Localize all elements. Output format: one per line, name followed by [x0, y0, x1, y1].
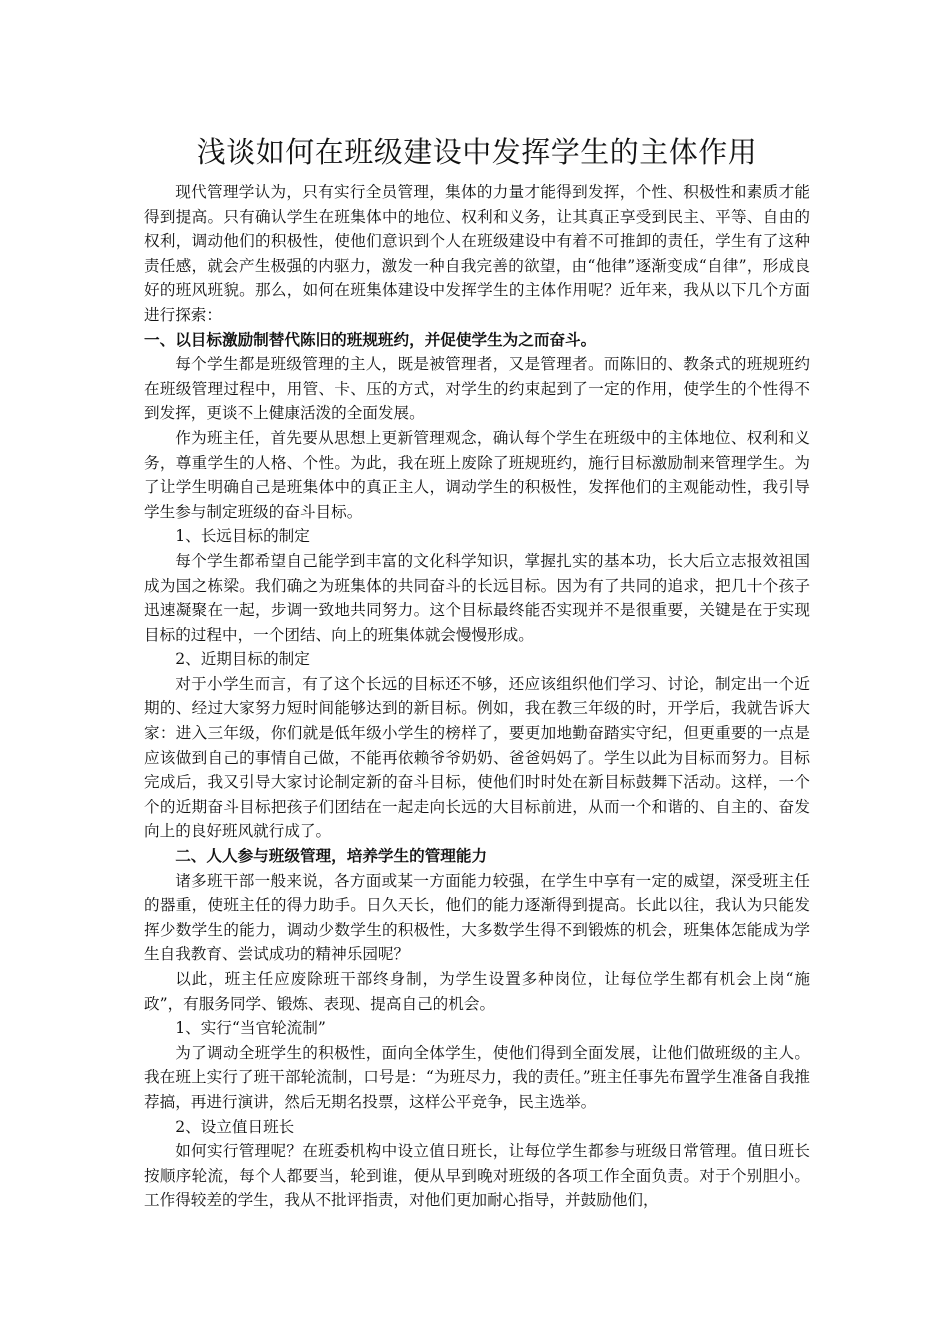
paragraph: 为了调动全班学生的积极性，面向全体学生，使他们得到全面发展，让他们做班级的主人。我在班上实行了班干部轮流制，口号是：“为班尽力，我的责任。”班主任事先布置学生准备自我推荐搞，再进行演讲，然后无期名投票，这样公平竞争，民主选举。: [144, 1043, 810, 1111]
section-heading-1: 一、以目标激励制替代陈旧的班规班约，并促使学生为之而奋斗。: [144, 329, 597, 349]
paragraph: 诸多班干部一般来说，各方面或某一方面能力较强，在学生中享有一定的威望，深受班主任的器重，使班主任的得力助手。日久天长，他们的能力逐渐得到提高。长此以往，我认为只能发挥少数学生的能力，调动少数学生的积极性，大多数学生得不到锻炼的机会，班集体怎能成为学生自我教育、尝试成功的精神乐园呢？: [144, 871, 810, 964]
subheading-rotation-system: 1、实行“当官轮流制”: [175, 1019, 326, 1038]
paragraph: 如何实行管理呢？在班委机构中设立值日班长，让每位学生都参与班级日常管理。值日班长按顺序轮流，每个人都要当，轮到谁，便从早到晚对班级的各项工作全面负责。对于个别胆小。工作得较差的学生，我从不批评指责，对他们更加耐心指导，并鼓励他们，: [144, 1142, 810, 1210]
subheading-duty-monitor: 2、设立值日班长: [175, 1117, 295, 1136]
paragraph-intro: 现代管理学认为，只有实行全员管理，集体的力量才能得到发挥，个性、积极性和素质才能得到提高。只有确认学生在班集体中的地位、权利和义务，让其真正享受到民主、平等、自由的权利，调动他们的积极性，使他们意识到个人在班级建设中有着不可推卸的责任，学生有了这种责任感，就会产生极强的内驱力，激发一种自我完善的欲望，由“他律”逐渐变成“自律”，形成良好的班风班貌。那么，如何在班集体建设中发挥学生的主体作用呢？近年来，我从以下几个方面进行探索：: [144, 183, 810, 324]
paragraph: 每个学生都希望自己能学到丰富的文化科学知识，掌握扎实的基本功，长大后立志报效祖国成为国之栋梁。我们确之为班集体的共同奋斗的长远目标。因为有了共同的追求，把几十个孩子迅速凝聚在一起，步调一致地共同努力。这个目标最终能否实现并不是很重要，关键是在于实现目标的过程中，一个团结、向上的班集体就会慢慢形成。: [144, 551, 810, 644]
subheading-short-term-goal: 2、近期目标的制定: [175, 650, 310, 669]
section-heading-2: 二、人人参与班级管理，培养学生的管理能力: [175, 846, 488, 866]
document-title: 浅谈如何在班级建设中发挥学生的主体作用: [196, 135, 758, 169]
paragraph: 作为班主任，首先要从思想上更新管理观念，确认每个学生在班级中的主体地位、权利和义务，尊重学生的人格、个性。为此，我在班上废除了班规班约，施行目标激励制来管理学生。为了让学生明确自己是班集体中的真正主人，调动学生的积极性，发挥他们的主观能动性，我引导学生参与制定班级的奋斗目标。: [144, 428, 810, 521]
document-page: [144, 130, 810, 1213]
paragraph: 对于小学生而言，有了这个长远的目标还不够，还应该组织他们学习、讨论，制定出一个近期的、经过大家努力短时间能够达到的新目标。例如，我在教三年级的时，开学后，我就告诉大家：进入三年级，你们就是低年级小学生的榜样了，要更加地勤奋踏实守纪，但更重要的一点是应该做到自己的事情自己做，不能再依赖爷爷奶奶、爸爸妈妈了。学生以此为目标而努力。目标完成后，我又引导大家讨论制定新的奋斗目标，使他们时时处在新目标鼓舞下活动。这样，一个个的近期奋斗目标把孩子们团结在一起走向长远的大目标前进，从而一个和谐的、自主的、奋发向上的良好班风就行成了。: [144, 674, 810, 841]
paragraph: 每个学生都是班级管理的主人，既是被管理者，又是管理者。而陈旧的、教条式的班规班约在班级管理过程中，用管、卡、压的方式，对学生的约束起到了一定的作用，使学生的个性得不到发挥，更谈不上健康活泼的全面发展。: [144, 355, 810, 423]
subheading-long-term-goal: 1、长远目标的制定: [175, 527, 310, 546]
paragraph: 以此，班主任应废除班干部终身制，为学生设置多种岗位，让每位学生都有机会上岗“施政”，有服务同学、锻炼、表现、提高自己的机会。: [144, 970, 810, 1013]
